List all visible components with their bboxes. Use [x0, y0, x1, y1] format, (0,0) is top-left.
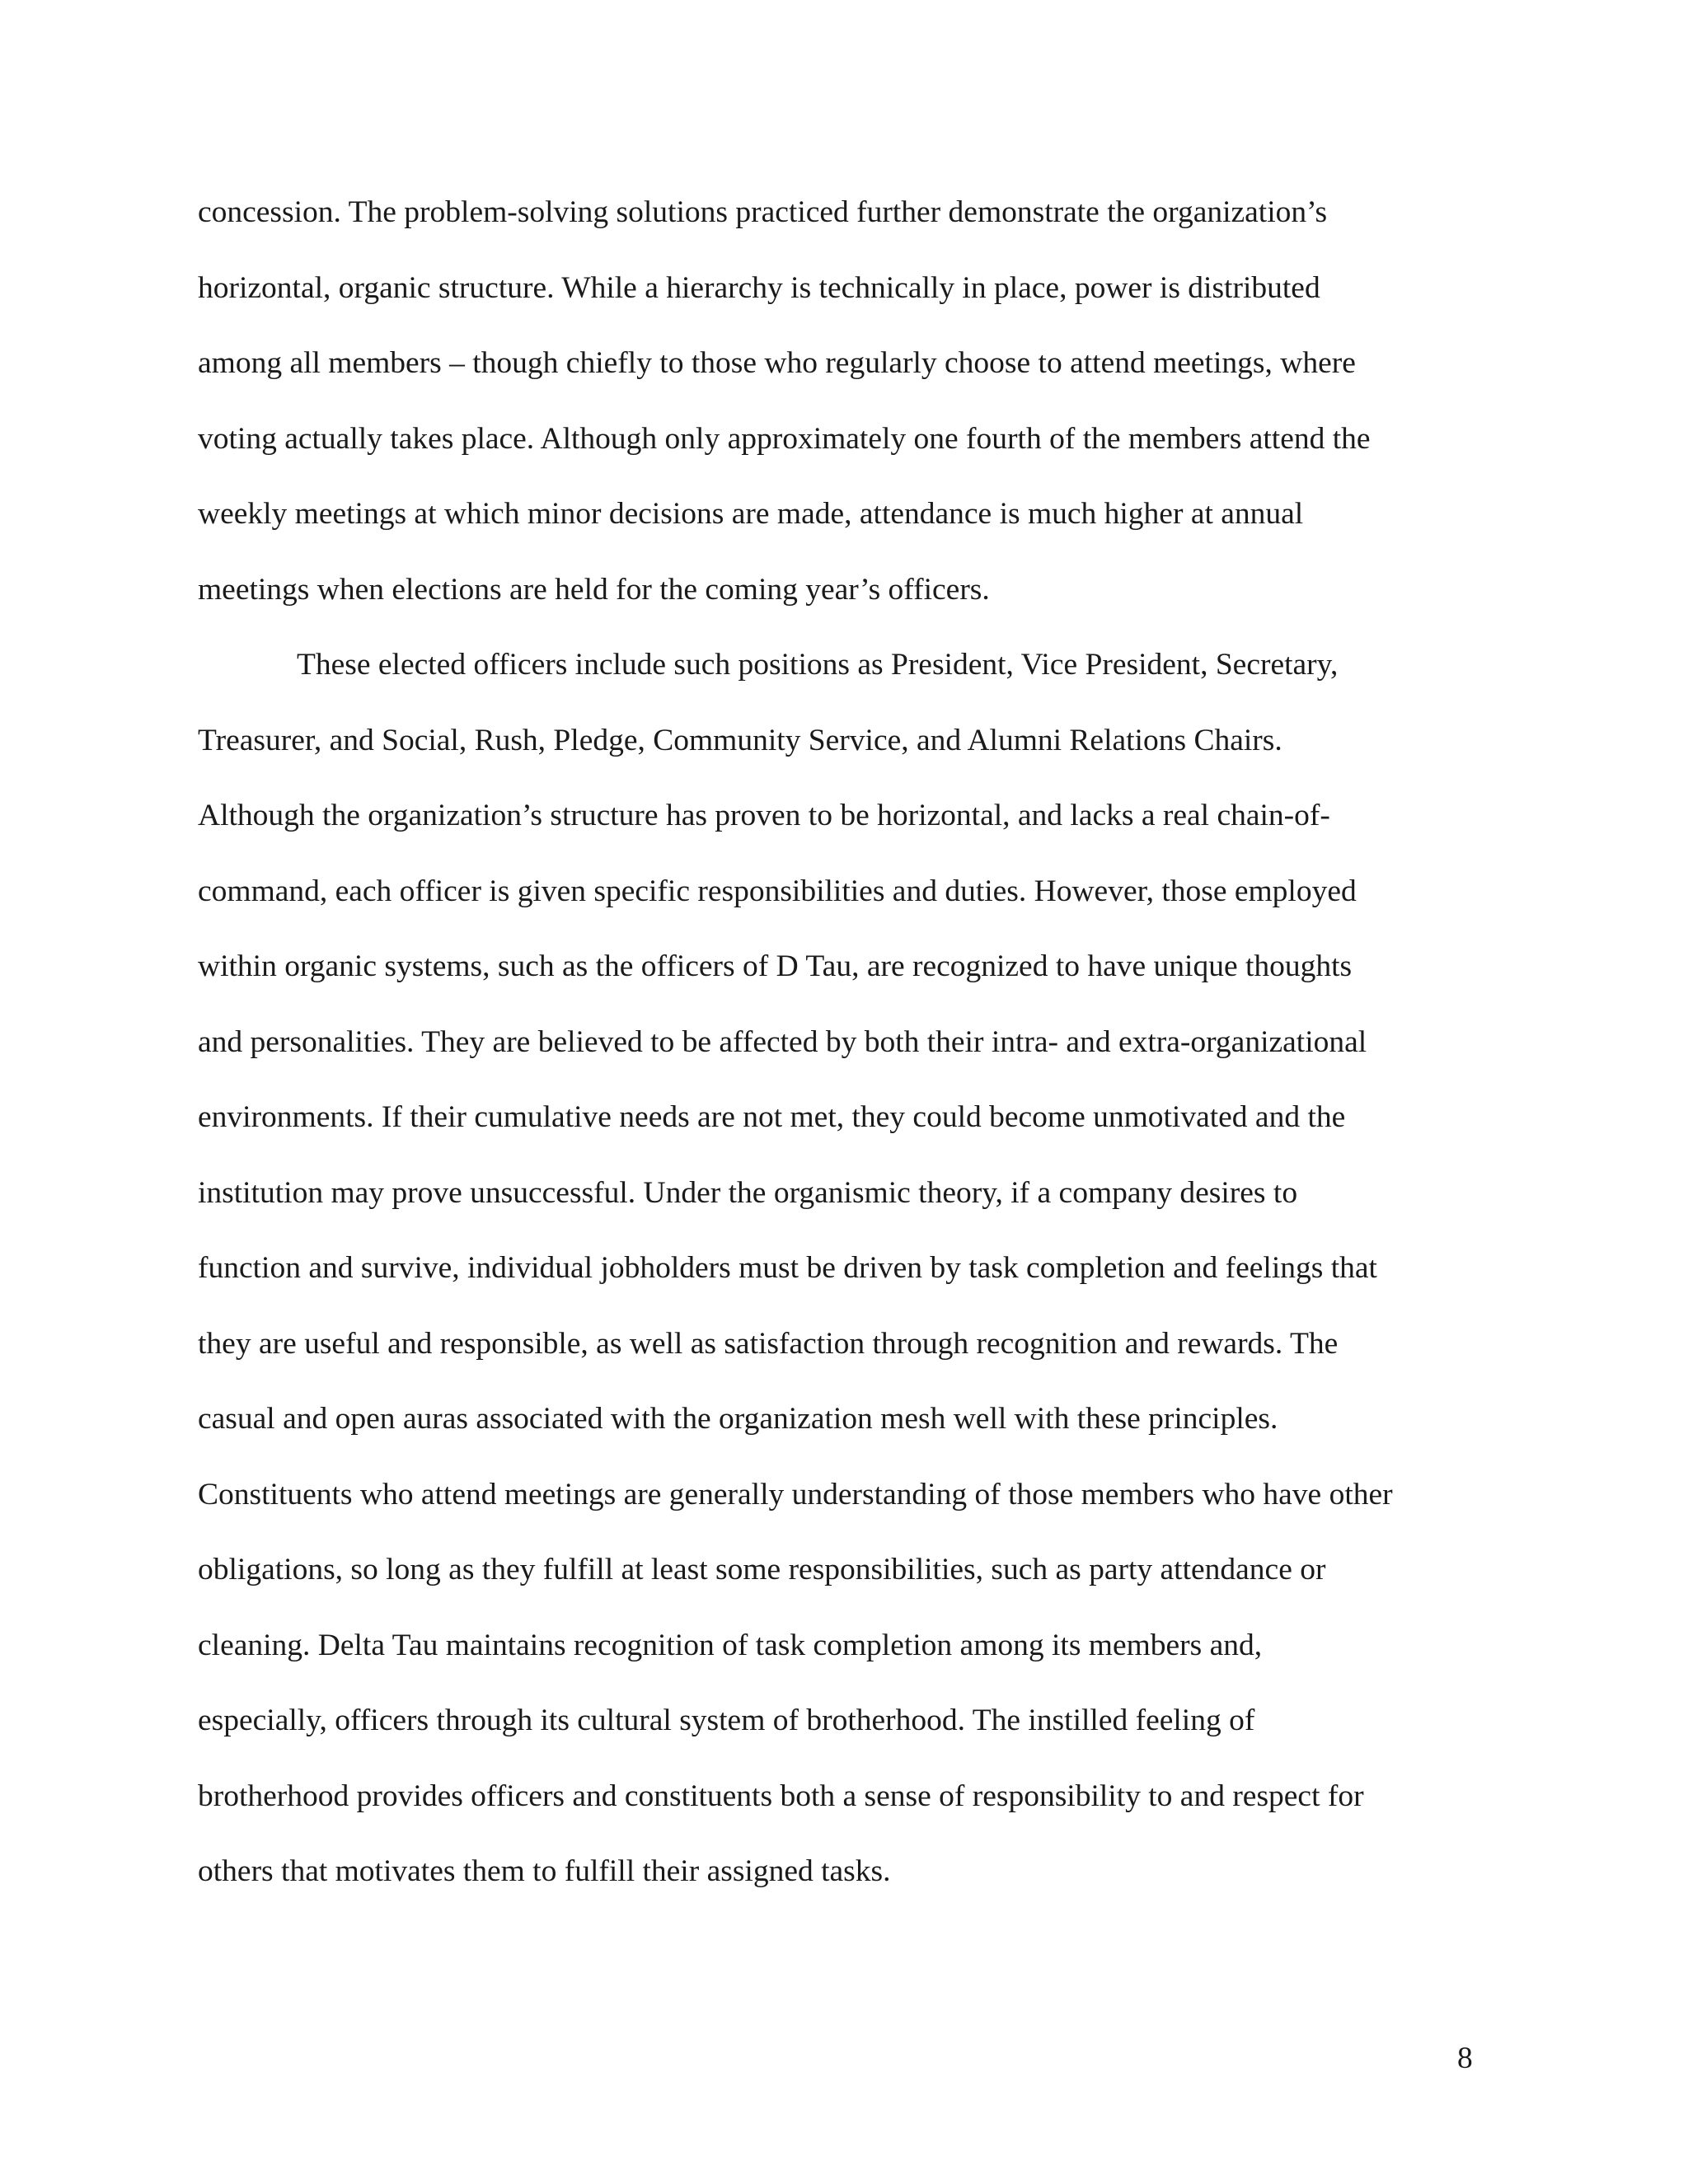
text-line: function and survive, individual jobholders must be driven by task completion and feelings that — [198, 1251, 1377, 1285]
text-line: among all members – though chiefly to those who regularly choose to attend meetings, where — [198, 346, 1356, 380]
page-number: 8 — [1457, 2041, 1473, 2075]
text-line: meetings when elections are held for the coming year’s officers. — [198, 572, 990, 607]
text-line: horizontal, organic structure. While a hierarchy is technically in place, power is distributed — [198, 270, 1320, 305]
text-line: especially, officers through its cultural system of brotherhood. The instilled feeling of — [198, 1704, 1255, 1737]
text-line: Treasurer, and Social, Rush, Pledge, Community Service, and Alumni Relations Chairs. — [198, 723, 1282, 757]
text-line: Constituents who attend meetings are generally understanding of those members who have other — [198, 1477, 1393, 1511]
text-line: within organic systems, such as the officers of D Tau, are recognized to have unique thoughts — [198, 949, 1353, 983]
text-line: concession. The problem-solving solutions practiced further demonstrate the organization’s — [198, 195, 1328, 229]
text-line: weekly meetings at which minor decisions are made, attendance is much higher at annual — [198, 497, 1304, 531]
text-line: brotherhood provides officers and constituents both a sense of responsibility to and respect for — [198, 1779, 1364, 1813]
text-line: command, each officer is given specific responsibilities and duties. However, those employed — [198, 874, 1357, 908]
paragraph-first-line: These elected officers include such positions as President, Vice President, Secretary, — [297, 648, 1339, 682]
text-line: they are useful and responsible, as well as satisfaction through recognition and rewards. The — [198, 1326, 1339, 1361]
text-line: others that motivates them to fulfill their assigned tasks. — [198, 1854, 891, 1888]
text-line: obligations, so long as they fulfill at least some responsibilities, such as party attendance or — [198, 1553, 1326, 1586]
text-line: institution may prove unsuccessful. Under the organismic theory, if a company desires to — [198, 1175, 1298, 1210]
text-line: Although the organization’s structure has proven to be horizontal, and lacks a real chain-of- — [198, 799, 1330, 832]
text-line: environments. If their cumulative needs are not met, they could become unmotivated and the — [198, 1100, 1346, 1134]
text-line: and personalities. They are believed to be affected by both their intra- and extra-organizational — [198, 1024, 1367, 1059]
text-line: voting actually takes place. Although only approximately one fourth of the members attend the — [198, 421, 1371, 456]
text-line: casual and open auras associated with the organization mesh well with these principles. — [198, 1402, 1278, 1436]
text-line: cleaning. Delta Tau maintains recognition of task completion among its members and, — [198, 1628, 1263, 1662]
